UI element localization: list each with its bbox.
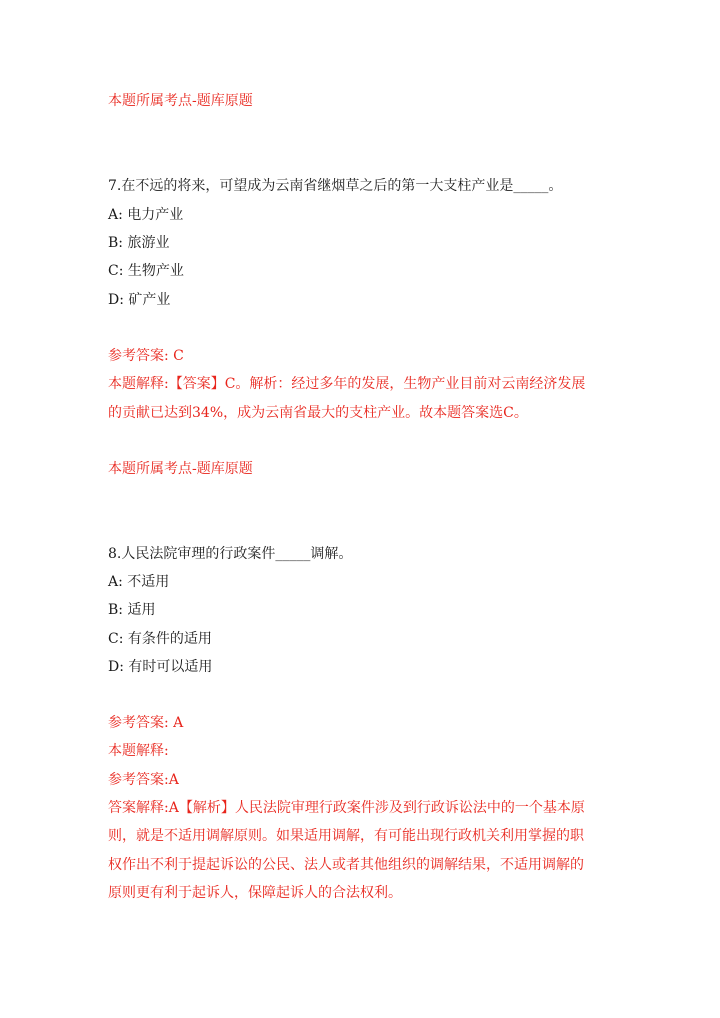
question-8-stem: 8.人民法院审理的行政案件_____调解。 — [108, 546, 353, 562]
question-7-option-a: A: 电力产业 — [108, 207, 184, 223]
question-8-option-b: B: 适用 — [108, 602, 156, 618]
question-7-source: 本题所属考点-题库原题 — [108, 461, 253, 477]
question-8-answer: 参考答案: A — [108, 715, 184, 731]
question-8-option-c: C: 有条件的适用 — [108, 631, 212, 647]
question-7-option-b: B: 旅游业 — [108, 235, 170, 251]
question-7-explanation-line-2: 的贡献已达到34%，成为云南省最大的支柱产业。故本题答案选C。 — [108, 405, 528, 421]
question-8-option-a: A: 不适用 — [108, 574, 170, 590]
question-8-explanation-label: 本题解释: — [108, 743, 169, 759]
question-8-explanation-line-2: 则，就是不适用调解原则。如果适用调解，有可能出现行政机关利用掌握的职 — [108, 828, 584, 844]
question-8-explanation-line-1: 答案解释:A【解析】人民法院审理行政案件涉及到行政诉讼法中的一个基本原 — [108, 800, 585, 816]
question-7-stem: 7.在不远的将来，可望成为云南省继烟草之后的第一大支柱产业是_____。 — [108, 178, 563, 194]
question-8-explanation-line-4: 原则更有利于起诉人，保障起诉人的合法权利。 — [108, 885, 402, 901]
question-7-explanation-line-1: 本题解释:【答案】C。解析：经过多年的发展，生物产业目前对云南经济发展 — [108, 376, 586, 392]
question-8-explanation-line-3: 权作出不利于提起诉讼的公民、法人或者其他组织的调解结果，不适用调解的 — [108, 857, 584, 873]
question-8-option-d: D: 有时可以适用 — [108, 659, 213, 675]
question-7-answer: 参考答案: C — [108, 348, 184, 364]
top-source-label: 本题所属考点-题库原题 — [108, 93, 253, 109]
question-7-option-d: D: 矿产业 — [108, 292, 171, 308]
question-7-option-c: C: 生物产业 — [108, 263, 184, 279]
question-8-answer-repeat: 参考答案:A — [108, 772, 179, 788]
